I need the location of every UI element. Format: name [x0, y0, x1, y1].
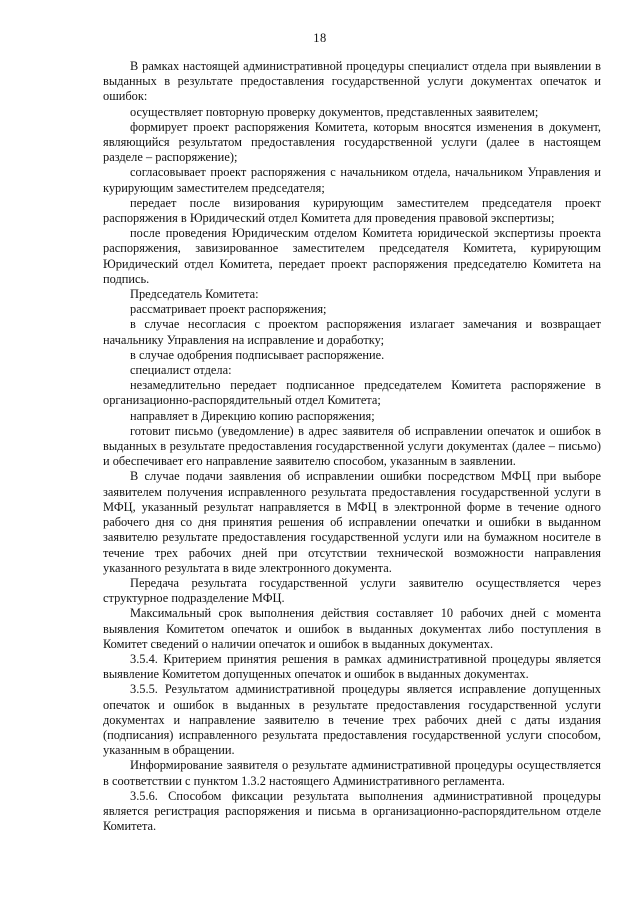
- paragraph: согласовывает проект распоряжения с начальником отдела, начальником Управления и курирующим заместителем председателя;: [103, 165, 601, 195]
- paragraph: готовит письмо (уведомление) в адрес заявителя об исправлении опечаток и ошибок в выданных в результате предоставления государственной услуги документах (далее – письмо) и обеспечивает его направление заявителю способом, указанным в заявлении.: [103, 423, 601, 469]
- paragraph: 3.5.6. Способом фиксации результата выполнения административной процедуры является регистрация распоряжения и письма в организационно-распорядительном отделе Комитета.: [103, 788, 601, 834]
- paragraph: В рамках настоящей административной процедуры специалист отдела при выявлении в выданных в результате предоставления государственной услуги документах опечаток и ошибок:: [103, 59, 601, 104]
- paragraph: Максимальный срок выполнения действия составляет 10 рабочих дней с момента выявления Комитетом опечаток и ошибок в выданных документах либо поступления в Комитет сведений о наличии опечаток и ошибок в выданных документах.: [103, 606, 601, 651]
- paragraph: 3.5.4. Критерием принятия решения в рамках административной процедуры является выявление Комитетом допущенных опечаток и ошибок в выданных документах.: [103, 651, 601, 682]
- page-number: 18: [313, 31, 327, 45]
- paragraph: осуществляет повторную проверку документов, представленных заявителем;: [130, 104, 539, 119]
- document-body: [103, 59, 601, 834]
- paragraph: незамедлительно передает подписанное председателем Комитета распоряжение в организационно-распорядительный отдел Комитета;: [103, 378, 601, 408]
- paragraph: после проведения Юридическим отделом Комитета юридической экспертизы проекта распоряжения, завизированное заместителем председателя Комитета, курирующим Юридический отдел Комитета, передает проект распоряжения председателю Комитета на подпись.: [103, 226, 601, 286]
- paragraph: рассматривает проект распоряжения;: [130, 302, 327, 317]
- paragraph: В случае подачи заявления об исправлении ошибки посредством МФЦ при выборе заявителем получения исправленного результата предоставления государственной услуги в МФЦ, указанный результат направляется в МФЦ в электронной форме в течение одного рабочего дня со дня принятия решения об исправлении опечатки и ошибки в выданном заявителю результате предоставления государственной услуги или на бумажном носителе в течение трех рабочих дней при отсутствии технической возможности направления указанного результата в виде электронного документа.: [103, 469, 601, 575]
- paragraph: в случае одобрения подписывает распоряжение.: [130, 347, 385, 362]
- paragraph: направляет в Дирекцию копию распоряжения;: [130, 408, 375, 423]
- paragraph: в случае несогласия с проектом распоряжения излагает замечания и возвращает начальнику Управления на исправление и доработку;: [103, 317, 601, 347]
- paragraph: специалист отдела:: [130, 363, 232, 378]
- paragraph: 3.5.5. Результатом административной процедуры является исправление допущенных опечаток и ошибок в выданных в результате предоставления государственной услуги документах и направление заявителю в течение трех рабочих дней с даты издания (подписания) исправленного результата предоставления государственной услуги способом, указанным в обращении.: [103, 682, 601, 758]
- paragraph: Председатель Комитета:: [130, 287, 259, 302]
- paragraph: Информирование заявителя о результате административной процедуры осуществляется в соответствии с пунктом 1.3.2 настоящего Административного регламента.: [103, 758, 601, 788]
- paragraph: Передача результата государственной услуги заявителю осуществляется через структурное подразделение МФЦ.: [103, 575, 601, 606]
- paragraph: передает после визирования курирующим заместителем председателя проект распоряжения в Юридический отдел Комитета для проведения правовой экспертизы;: [103, 195, 601, 226]
- paragraph: формирует проект распоряжения Комитета, которым вносятся изменения в документ, являющийся результатом предоставления государственной услуги (далее в настоящем разделе – распоряжение);: [103, 119, 601, 165]
